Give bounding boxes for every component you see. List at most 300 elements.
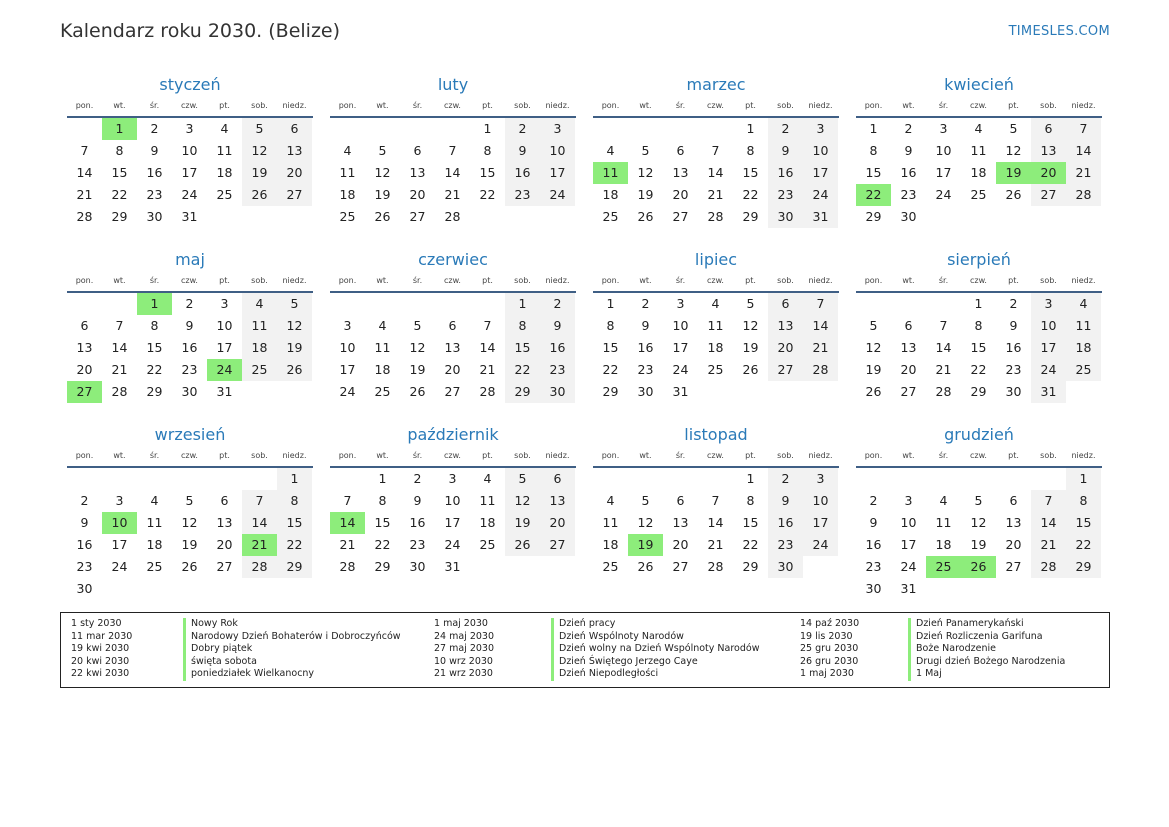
legend-date: 19 lis 2030 [800, 630, 853, 642]
day-cell: 1 [277, 468, 312, 490]
weekday-label: sob. [251, 451, 268, 460]
day-cell: 8 [746, 143, 755, 158]
week-row [330, 468, 576, 490]
day-cell: 26 [742, 362, 759, 377]
day-cell: 22 [602, 362, 619, 377]
day-cell: 27 [277, 184, 312, 206]
legend-date: 1 maj 2030 [434, 618, 488, 629]
day-cell: 8 [746, 493, 755, 508]
day-cell: 3 [803, 468, 838, 490]
weekday-label: sob. [514, 276, 531, 285]
day-cell: 21 [76, 187, 93, 202]
empty-cell [961, 468, 996, 490]
day-cell: 3 [1031, 293, 1066, 315]
day-cell: 27 [540, 534, 575, 556]
month-block [330, 249, 576, 424]
day-cell: 6 [768, 293, 803, 315]
empty-cell [435, 293, 470, 315]
day-cell: 13 [1005, 515, 1022, 530]
day-cell: 11 [216, 143, 233, 158]
day-cell: 4 [242, 293, 277, 315]
day-cell: 15 [742, 515, 759, 530]
day-cell: 16 [146, 165, 163, 180]
month-name: październik [407, 425, 499, 444]
day-cell: 23 [181, 362, 198, 377]
day-cell: 1 [746, 471, 755, 486]
empty-cell [67, 118, 102, 140]
legend-date: 26 gru 2030 [800, 655, 859, 667]
month-block [856, 74, 1102, 249]
day-cell: 7 [448, 143, 457, 158]
empty-cell [926, 468, 961, 490]
empty-cell [242, 468, 277, 490]
day-cell: 18 [339, 187, 356, 202]
week-row [67, 359, 313, 381]
day-cell: 31 [1031, 381, 1066, 403]
day-cell: 6 [904, 318, 913, 333]
day-cell: 20 [672, 537, 689, 552]
day-cell: 22 [374, 537, 391, 552]
day-cell: 9 [641, 318, 650, 333]
day-cell: 12 [637, 165, 654, 180]
week-row [330, 184, 576, 206]
day-cell: 15 [865, 165, 882, 180]
weekday-label: pt. [745, 451, 756, 460]
day-cell: 23 [409, 537, 426, 552]
day-cell: 13 [768, 315, 803, 337]
week-row [593, 556, 839, 578]
day-cell: 23 [637, 362, 654, 377]
day-cell: 8 [115, 143, 124, 158]
week-row [330, 359, 576, 381]
day-cell: 14 [111, 340, 128, 355]
weekday-label: niedz. [545, 451, 570, 460]
day-cell: 25 [374, 384, 391, 399]
week-row [330, 140, 576, 162]
day-cell: 20 [409, 187, 426, 202]
day-cell: 17 [444, 515, 461, 530]
day-cell: 15 [111, 165, 128, 180]
day-cell: 17 [1031, 337, 1066, 359]
day-cell: 6 [413, 143, 422, 158]
day-cell: 19 [242, 162, 277, 184]
empty-cell [663, 118, 698, 140]
day-cell: 9 [413, 493, 422, 508]
month-name: maj [175, 250, 205, 269]
day-cell: 1 [974, 296, 983, 311]
day-cell: 3 [676, 296, 685, 311]
day-cell: 9 [869, 515, 878, 530]
day-cell: 5 [185, 493, 194, 508]
day-cell: 31 [444, 559, 461, 574]
page-title: Kalendarz roku 2030. (Belize) [60, 20, 341, 42]
weekday-label: sob. [777, 101, 794, 110]
day-cell: 10 [540, 140, 575, 162]
day-cell: 7 [939, 318, 948, 333]
day-cell: 9 [80, 515, 89, 530]
weekday-label: pt. [745, 101, 756, 110]
legend-names-column [551, 618, 759, 681]
month-block [330, 74, 576, 249]
day-cell: 11 [970, 143, 987, 158]
day-cell: 30 [768, 206, 803, 228]
day-cell: 26 [277, 359, 312, 381]
day-cell: 14 [935, 340, 952, 355]
day-cell: 5 [869, 318, 878, 333]
day-cell: 27 [409, 209, 426, 224]
day-cell: 10 [181, 143, 198, 158]
day-cell: 16 [768, 162, 803, 184]
legend-holiday-name: Dzień Panamerykański [908, 618, 1065, 631]
empty-cell [470, 293, 505, 315]
day-cell: 13 [409, 165, 426, 180]
day-cell: 3 [115, 493, 124, 508]
day-cell: 8 [150, 318, 159, 333]
weekday-label: pt. [219, 451, 230, 460]
day-cell: 30 [865, 581, 882, 596]
weekday-label: sob. [777, 276, 794, 285]
day-cell: 3 [220, 296, 229, 311]
day-cell: 5 [974, 493, 983, 508]
day-cell: 15 [479, 165, 496, 180]
day-cell: 25 [339, 209, 356, 224]
day-cell: 5 [277, 293, 312, 315]
holiday-day-cell: 19 [628, 534, 663, 556]
day-cell: 30 [76, 581, 93, 596]
day-cell: 29 [1066, 556, 1101, 578]
weekday-label: niedz. [808, 101, 833, 110]
day-cell: 9 [768, 490, 803, 512]
day-cell: 1 [1066, 468, 1101, 490]
weekday-header [856, 446, 1102, 468]
day-cell: 6 [676, 143, 685, 158]
week-row [330, 512, 576, 534]
day-cell: 24 [339, 384, 356, 399]
week-row [67, 534, 313, 556]
weekday-label: sob. [514, 101, 531, 110]
weekday-header [67, 96, 313, 118]
weekday-label: czw. [444, 276, 461, 285]
empty-cell [593, 468, 628, 490]
day-cell: 24 [672, 362, 689, 377]
day-cell: 27 [444, 384, 461, 399]
weekday-label: czw. [444, 451, 461, 460]
day-cell: 23 [900, 187, 917, 202]
weekday-label: pt. [1008, 101, 1019, 110]
day-cell: 21 [444, 187, 461, 202]
weekday-label: pon. [601, 276, 620, 285]
day-cell: 2 [413, 471, 422, 486]
week-row [67, 162, 313, 184]
weekday-label: sob. [1040, 451, 1057, 460]
empty-cell [400, 293, 435, 315]
empty-cell [1031, 468, 1066, 490]
day-cell: 20 [216, 537, 233, 552]
empty-cell [698, 118, 733, 140]
holiday-day-cell: 25 [926, 556, 961, 578]
weekday-label: śr. [938, 101, 949, 110]
holiday-day-cell: 1 [137, 293, 172, 315]
weekday-label: niedz. [545, 101, 570, 110]
day-cell: 7 [115, 318, 124, 333]
day-cell: 8 [277, 490, 312, 512]
month-name: styczeń [159, 75, 221, 94]
day-cell: 25 [242, 359, 277, 381]
legend-date: 1 maj 2030 [800, 668, 854, 680]
day-cell: 11 [1066, 315, 1101, 337]
month-block [330, 424, 576, 599]
day-cell: 22 [1066, 534, 1101, 556]
day-cell: 16 [900, 165, 917, 180]
day-cell: 19 [637, 187, 654, 202]
day-cell: 12 [505, 490, 540, 512]
day-cell: 30 [900, 209, 917, 224]
day-cell: 16 [76, 537, 93, 552]
day-cell: 1 [378, 471, 387, 486]
month-block [593, 74, 839, 249]
legend-date: 25 gru 2030 [800, 643, 859, 655]
legend-holiday-name: Boże Narodzenie [908, 643, 1065, 656]
day-cell: 22 [742, 187, 759, 202]
day-cell: 26 [374, 209, 391, 224]
legend-names-column [183, 618, 401, 681]
week-row [330, 337, 576, 359]
day-cell: 4 [606, 143, 615, 158]
day-cell: 29 [602, 384, 619, 399]
weekday-label: niedz. [1071, 451, 1096, 460]
day-cell: 12 [409, 340, 426, 355]
empty-cell [856, 468, 891, 490]
day-cell: 7 [711, 143, 720, 158]
weekday-header [330, 271, 576, 293]
weekday-label: pt. [745, 276, 756, 285]
empty-cell [102, 468, 137, 490]
weekday-label: sob. [251, 276, 268, 285]
holiday-day-cell: 20 [1031, 162, 1066, 184]
day-cell: 14 [444, 165, 461, 180]
legend-date: 20 kwi 2030 [71, 655, 130, 667]
day-cell: 17 [216, 340, 233, 355]
week-row [330, 490, 576, 512]
day-cell: 28 [707, 559, 724, 574]
weekday-label: niedz. [282, 101, 307, 110]
day-cell: 21 [111, 362, 128, 377]
day-cell: 1 [606, 296, 615, 311]
weekday-label: pon. [338, 451, 357, 460]
day-cell: 31 [216, 384, 233, 399]
day-cell: 21 [803, 337, 838, 359]
day-cell: 7 [803, 293, 838, 315]
weekday-label: sob. [514, 451, 531, 460]
day-cell: 22 [479, 187, 496, 202]
day-cell: 21 [707, 537, 724, 552]
week-row [593, 315, 839, 337]
day-cell: 4 [606, 493, 615, 508]
week-row [67, 490, 313, 512]
day-cell: 21 [1031, 534, 1066, 556]
weekday-label: pt. [482, 451, 493, 460]
day-cell: 19 [970, 537, 987, 552]
day-cell: 5 [1009, 121, 1018, 136]
day-cell: 4 [220, 121, 229, 136]
day-cell: 22 [111, 187, 128, 202]
day-cell: 19 [374, 187, 391, 202]
day-cell: 1 [746, 121, 755, 136]
day-cell: 1 [505, 293, 540, 315]
day-cell: 20 [672, 187, 689, 202]
day-cell: 7 [80, 143, 89, 158]
day-cell: 11 [479, 493, 496, 508]
day-cell: 26 [242, 184, 277, 206]
day-cell: 1 [869, 121, 878, 136]
week-row [330, 293, 576, 315]
day-cell: 28 [1066, 184, 1101, 206]
week-row [67, 468, 313, 490]
weekday-label: wt. [376, 451, 389, 460]
weekday-label: czw. [181, 276, 198, 285]
day-cell: 20 [76, 362, 93, 377]
day-cell: 9 [150, 143, 159, 158]
day-cell: 18 [374, 362, 391, 377]
day-cell: 16 [637, 340, 654, 355]
weekday-label: czw. [707, 451, 724, 460]
day-cell: 11 [935, 515, 952, 530]
weekday-label: pon. [601, 101, 620, 110]
week-row [593, 184, 839, 206]
holiday-day-cell: 19 [996, 162, 1031, 184]
legend-holiday-name: Dzień Wspólnoty Narodów [551, 631, 759, 644]
day-cell: 27 [1005, 559, 1022, 574]
week-row [67, 315, 313, 337]
day-cell: 18 [602, 187, 619, 202]
day-cell: 20 [277, 162, 312, 184]
day-cell: 29 [374, 559, 391, 574]
weekday-label: pon. [864, 276, 883, 285]
week-row [67, 578, 313, 600]
weekday-label: niedz. [1071, 101, 1096, 110]
week-row [330, 534, 576, 556]
day-cell: 5 [641, 493, 650, 508]
day-cell: 25 [602, 559, 619, 574]
month-name: lipiec [694, 250, 738, 269]
day-cell: 3 [540, 118, 575, 140]
weekday-label: wt. [902, 101, 915, 110]
empty-cell [891, 293, 926, 315]
day-cell: 2 [904, 121, 913, 136]
day-cell: 11 [242, 315, 277, 337]
legend-holiday-name: Dzień Niepodległości [551, 668, 759, 681]
empty-cell [365, 118, 400, 140]
empty-cell [400, 118, 435, 140]
weekday-header [856, 96, 1102, 118]
day-cell: 31 [181, 209, 198, 224]
empty-cell [365, 293, 400, 315]
month-name: wrzesień [154, 425, 226, 444]
week-row [593, 490, 839, 512]
weekday-label: czw. [181, 451, 198, 460]
legend-date: 14 paź 2030 [800, 618, 860, 629]
month-block [593, 249, 839, 424]
day-cell: 6 [1009, 493, 1018, 508]
day-cell: 12 [970, 515, 987, 530]
site-link[interactable]: TIMESLES.COM [1008, 24, 1110, 39]
week-row [856, 162, 1102, 184]
day-cell: 5 [413, 318, 422, 333]
day-cell: 21 [479, 362, 496, 377]
day-cell: 21 [935, 362, 952, 377]
day-cell: 25 [479, 537, 496, 552]
day-cell: 2 [185, 296, 194, 311]
empty-cell [891, 468, 926, 490]
weekday-label: czw. [707, 276, 724, 285]
day-cell: 28 [339, 559, 356, 574]
empty-cell [593, 118, 628, 140]
week-row [593, 512, 839, 534]
day-cell: 29 [865, 209, 882, 224]
day-cell: 24 [900, 559, 917, 574]
week-row [67, 337, 313, 359]
day-cell: 23 [540, 359, 575, 381]
day-cell: 16 [409, 515, 426, 530]
week-row [593, 140, 839, 162]
holiday-day-cell: 24 [207, 359, 242, 381]
month-row [67, 424, 1102, 599]
weekday-label: czw. [970, 451, 987, 460]
day-cell: 7 [1031, 490, 1066, 512]
day-cell: 16 [505, 162, 540, 184]
weekday-header [330, 96, 576, 118]
weekday-label: wt. [113, 451, 126, 460]
day-cell: 10 [339, 340, 356, 355]
weekday-label: wt. [902, 276, 915, 285]
day-cell: 13 [76, 340, 93, 355]
day-cell: 29 [146, 384, 163, 399]
day-cell: 12 [181, 515, 198, 530]
legend-dates-column [71, 618, 132, 681]
day-cell: 17 [339, 362, 356, 377]
day-cell: 26 [637, 209, 654, 224]
week-row [67, 293, 313, 315]
day-cell: 14 [803, 315, 838, 337]
day-cell: 19 [409, 362, 426, 377]
legend-dates-column [434, 618, 494, 681]
day-cell: 8 [505, 315, 540, 337]
weekday-label: śr. [149, 276, 160, 285]
day-cell: 31 [900, 581, 917, 596]
month-block [856, 424, 1102, 599]
day-cell: 14 [76, 165, 93, 180]
week-row [67, 556, 313, 578]
day-cell: 10 [672, 318, 689, 333]
day-cell: 14 [479, 340, 496, 355]
weekday-label: czw. [444, 101, 461, 110]
week-row [67, 512, 313, 534]
day-cell: 17 [181, 165, 198, 180]
empty-cell [628, 468, 663, 490]
holiday-day-cell: 11 [593, 162, 628, 184]
day-cell: 25 [146, 559, 163, 574]
day-cell: 14 [1031, 512, 1066, 534]
week-row [856, 359, 1102, 381]
weekday-label: śr. [149, 451, 160, 460]
day-cell: 7 [242, 490, 277, 512]
holiday-day-cell: 14 [330, 512, 365, 534]
month-name: sierpień [947, 250, 1011, 269]
legend-holiday-name: święta sobota [183, 656, 401, 669]
weekday-label: śr. [675, 276, 686, 285]
day-cell: 30 [409, 559, 426, 574]
day-cell: 9 [904, 143, 913, 158]
